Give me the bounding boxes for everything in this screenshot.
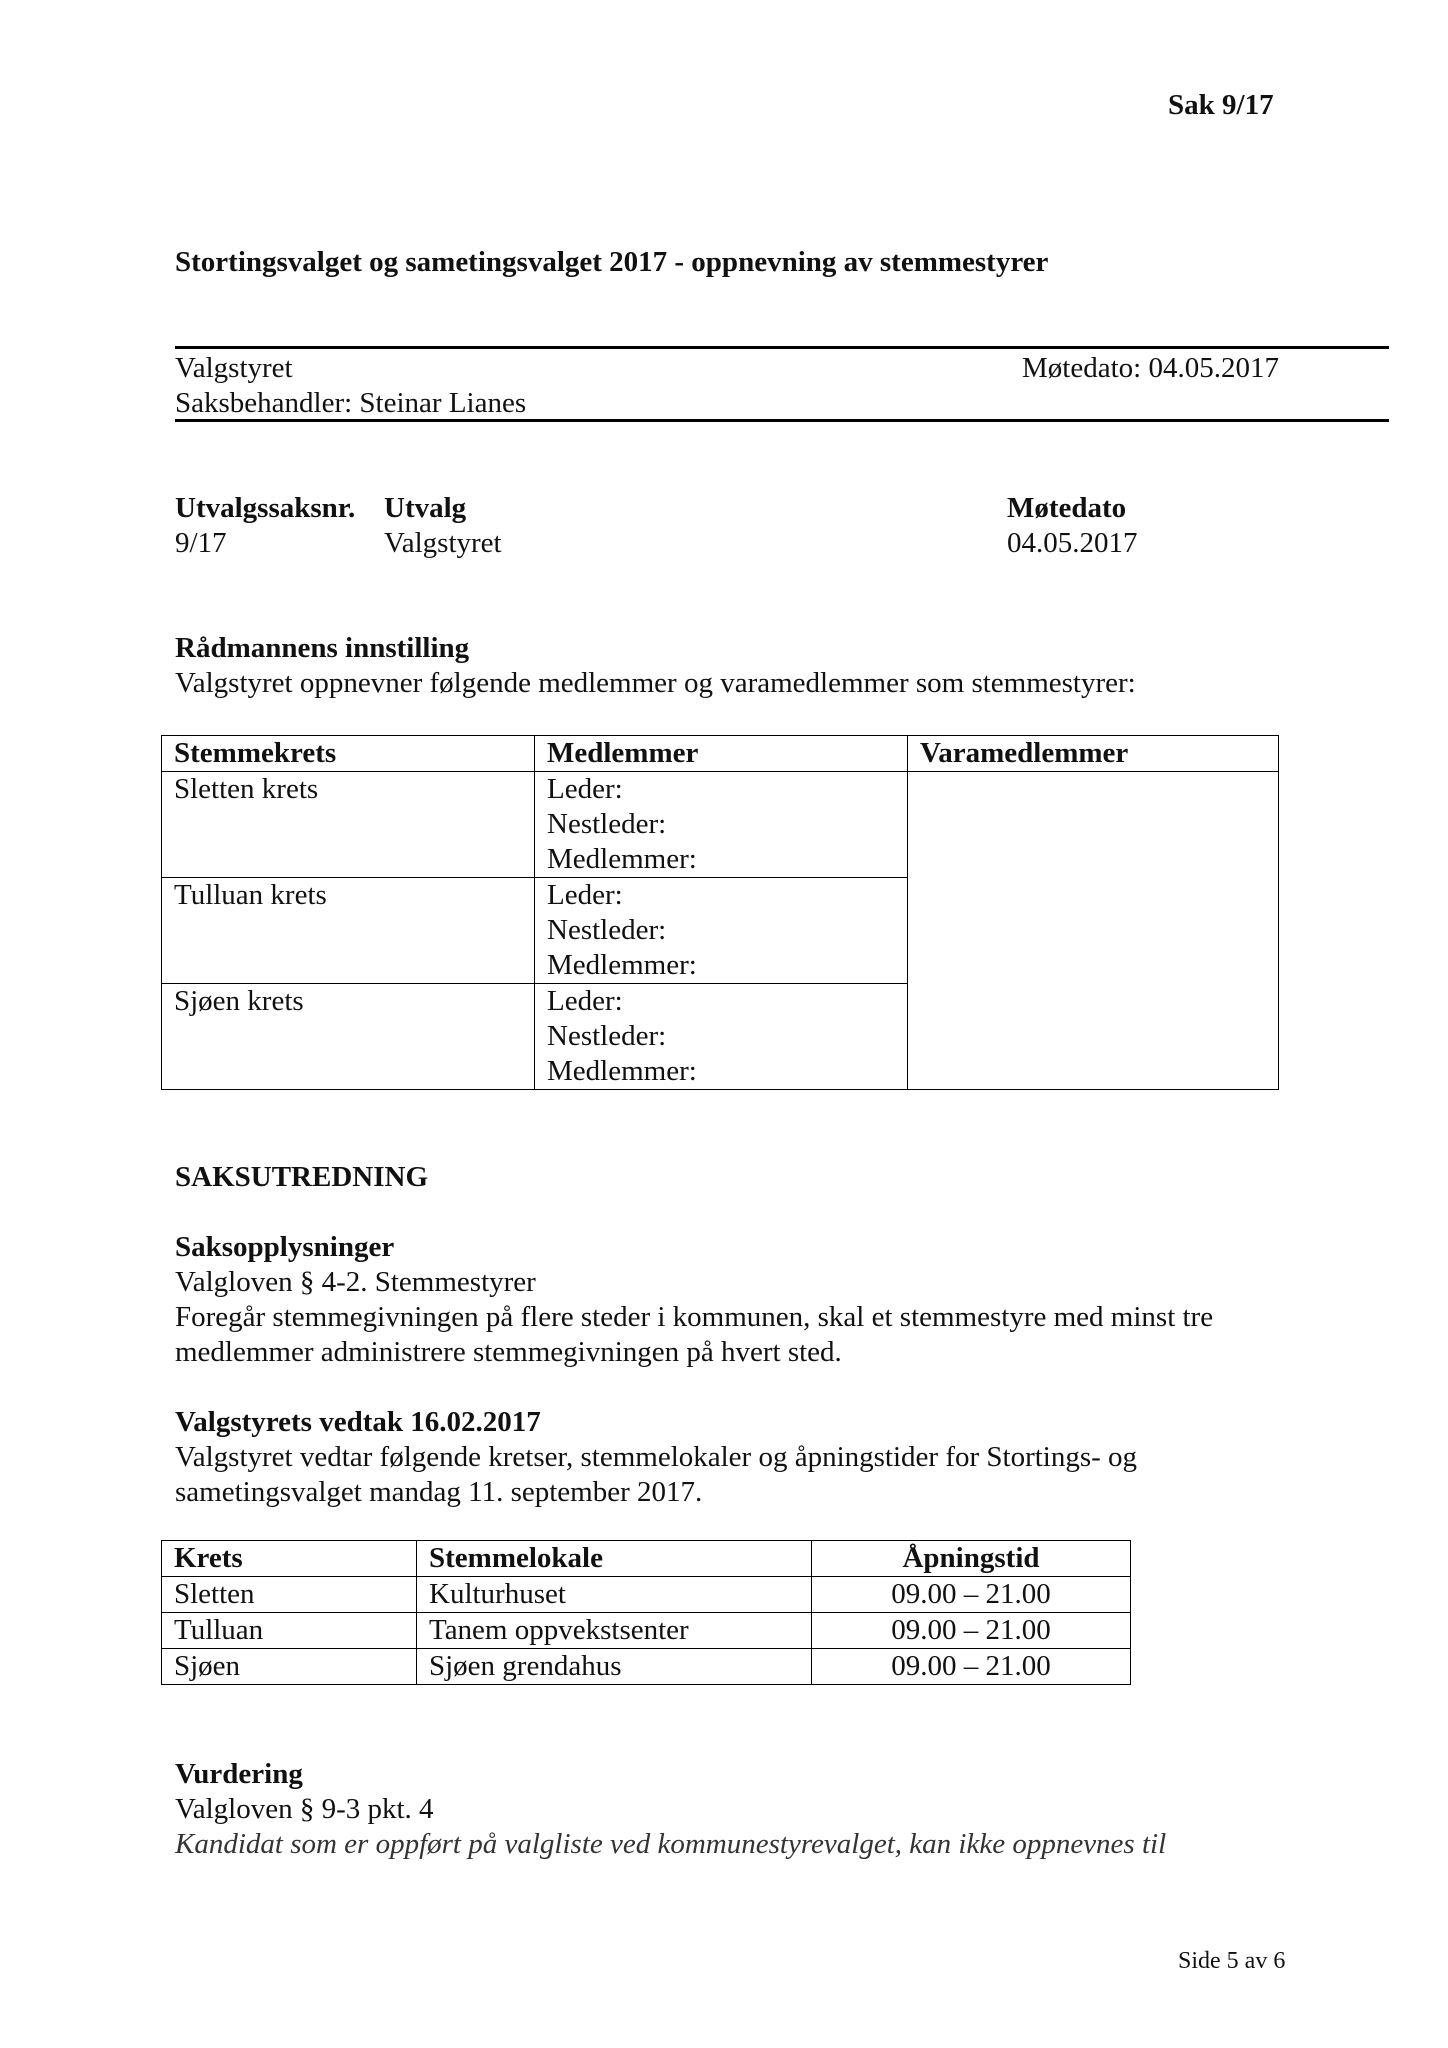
- roles-cell: [535, 878, 908, 984]
- role-label: Nestleder:: [547, 808, 667, 840]
- krets-cell: Tulluan krets: [162, 878, 535, 984]
- saksopplysninger-heading: Saksopplysninger: [175, 1231, 395, 1263]
- role-label: Medlemmer:: [547, 949, 697, 981]
- table-cell: 09.00 – 21.00: [812, 1649, 1131, 1685]
- role-label: Nestleder:: [547, 1020, 667, 1052]
- utvalg-val-saksnr: 9/17: [175, 527, 227, 559]
- utvalg-head-saksnr: Utvalgssaksnr.: [175, 492, 356, 524]
- stemmestyrer-table: [161, 735, 1279, 1090]
- vurdering-heading: Vurdering: [175, 1758, 303, 1790]
- column-header: Varamedlemmer: [908, 736, 1279, 772]
- utvalg-val-motedato: 04.05.2017: [1007, 527, 1138, 559]
- table-cell: Sletten: [162, 1577, 417, 1613]
- innstilling-heading: Rådmannens innstilling: [175, 632, 470, 664]
- column-header: Åpningstid: [812, 1541, 1131, 1577]
- table-cell: Tanem oppvekstsenter: [417, 1613, 812, 1649]
- top-rule: [175, 346, 1389, 349]
- table-cell: Sjøen grendahus: [417, 1649, 812, 1685]
- table-cell: 09.00 – 21.00: [812, 1577, 1131, 1613]
- page-title: Stortingsvalget og sametingsvalget 2017 - oppnevning av stemmestyrer: [175, 246, 1049, 278]
- table-row: [162, 772, 1279, 878]
- roles-cell: [535, 772, 908, 878]
- role-label: Medlemmer:: [547, 1055, 697, 1087]
- table-row: [162, 1613, 1131, 1649]
- varamedlemmer-cell: [908, 772, 1279, 1090]
- meta-motedato: Møtedato: 04.05.2017: [1022, 352, 1279, 384]
- column-header: Stemmekrets: [162, 736, 535, 772]
- kretser-table: [161, 1540, 1131, 1685]
- table-cell: Sjøen: [162, 1649, 417, 1685]
- meta-saksbehandler: Saksbehandler: Steinar Lianes: [175, 387, 527, 419]
- saksutredning-heading: SAKSUTREDNING: [175, 1161, 428, 1193]
- krets-cell: Sletten krets: [162, 772, 535, 878]
- column-header: Krets: [162, 1541, 417, 1577]
- role-label: Medlemmer:: [547, 843, 697, 875]
- vurdering-lov-ref: Valgloven § 9-3 pkt. 4: [175, 1793, 434, 1825]
- saksopplysninger-lov-ref: Valgloven § 4-2. Stemmestyrer: [175, 1266, 536, 1298]
- table-cell: Kulturhuset: [417, 1577, 812, 1613]
- page-number: Side 5 av 6: [1178, 1948, 1286, 1974]
- innstilling-text: Valgstyret oppnevner følgende medlemmer og varamedlemmer som stemmestyrer:: [175, 667, 1136, 699]
- role-label: Leder:: [547, 985, 623, 1017]
- utvalg-val-utvalg: Valgstyret: [384, 527, 502, 559]
- vedtak-heading: Valgstyrets vedtak 16.02.2017: [175, 1406, 541, 1438]
- saksopplysninger-text-2: medlemmer administrere stemmegivningen på hvert sted.: [175, 1336, 842, 1368]
- table-header-row: [162, 736, 1279, 772]
- bottom-rule: [175, 419, 1389, 422]
- vurdering-italic-text: Kandidat som er oppført på valgliste ved kommunestyrevalget, kan ikke oppnevnes til: [175, 1828, 1167, 1860]
- role-label: Leder:: [547, 773, 623, 805]
- table-row: [162, 1577, 1131, 1613]
- saksopplysninger-text-1: Foregår stemmegivningen på flere steder i kommunen, skal et stemmestyre med minst tre: [175, 1301, 1214, 1333]
- meta-organ: Valgstyret: [175, 352, 293, 384]
- table-row: [162, 1649, 1131, 1685]
- column-header: Medlemmer: [535, 736, 908, 772]
- utvalg-head-utvalg: Utvalg: [384, 492, 467, 524]
- vedtak-text-1: Valgstyret vedtar følgende kretser, stemmelokaler og åpningstider for Stortings- og: [175, 1441, 1138, 1473]
- role-label: Nestleder:: [547, 914, 667, 946]
- case-number: Sak 9/17: [1168, 89, 1274, 121]
- table-header-row: [162, 1541, 1131, 1577]
- column-header: Stemmelokale: [417, 1541, 812, 1577]
- roles-cell: [535, 984, 908, 1090]
- vedtak-text-2: sametingsvalget mandag 11. september 2017.: [175, 1476, 703, 1508]
- role-label: Leder:: [547, 879, 623, 911]
- table-cell: Tulluan: [162, 1613, 417, 1649]
- utvalg-head-motedato: Møtedato: [1007, 492, 1127, 524]
- table-cell: 09.00 – 21.00: [812, 1613, 1131, 1649]
- krets-cell: Sjøen krets: [162, 984, 535, 1090]
